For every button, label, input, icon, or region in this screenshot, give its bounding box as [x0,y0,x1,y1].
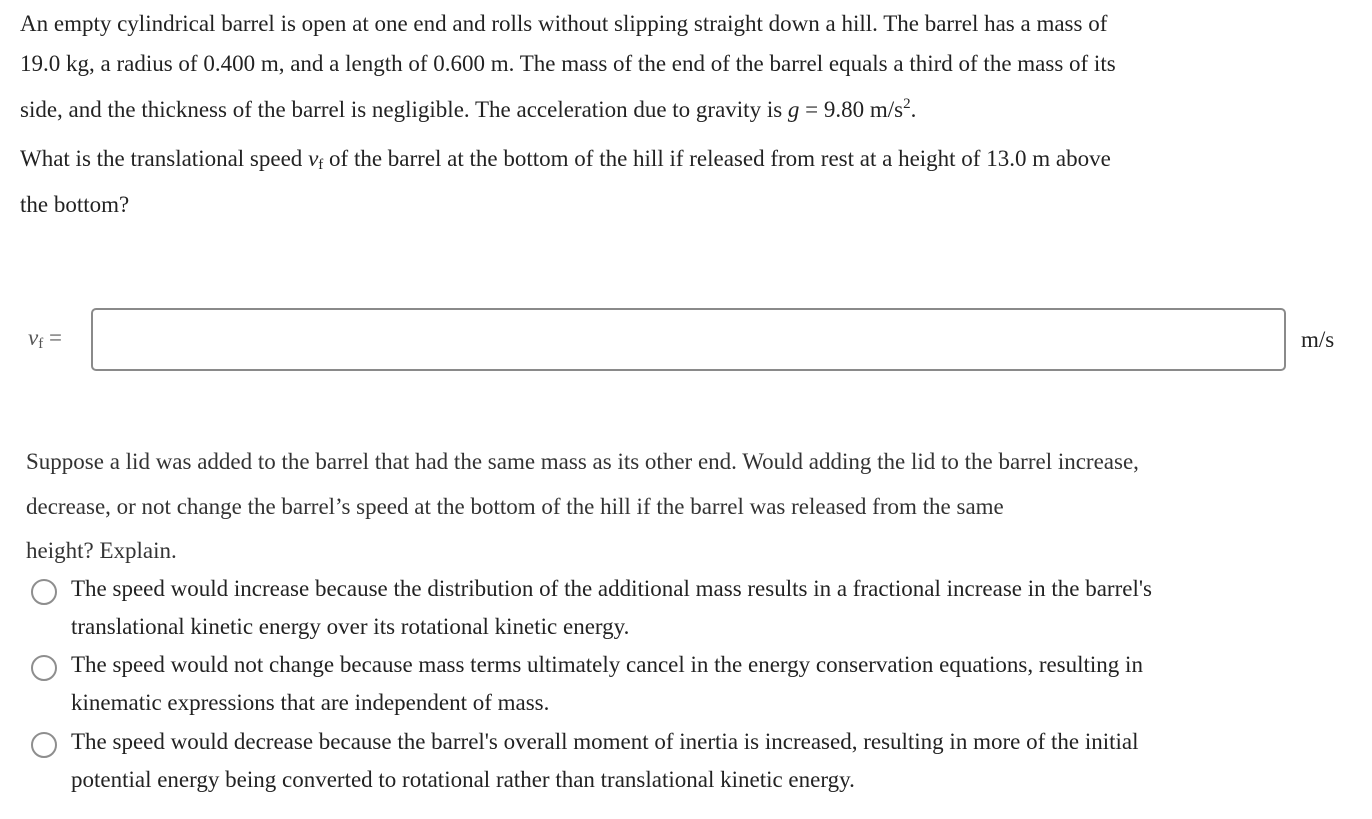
gravity-value: = 9.80 m/s [799,97,904,122]
prompt-text: What is the translational speed [20,146,309,171]
radio-button[interactable] [31,579,57,605]
speed-subscript: f [318,157,324,173]
option-line: The speed would increase because the distribution of the additional mass results in a fractional increase in the barrel's [71,576,1152,601]
answer-label-subscript: f [38,336,44,352]
option-text [71,723,1356,799]
problem-line: 19.0 kg, a radius of 0.400 m, and a length of 0.600 m. The mass of the end of the barrel equals a third of the mass of its [20,51,1116,76]
radio-button[interactable] [31,732,57,758]
problem-statement [20,4,1350,130]
followup-line: decrease, or not change the barrel’s speed at the bottom of the hill if the barrel was released from the same [26,493,1004,519]
radio-button[interactable] [31,655,57,681]
prompt-text: of the barrel at the bottom of the hill if released from rest at a height of 13.0 m above [323,146,1111,171]
followup-question [26,440,1346,574]
problem-line: An empty cylindrical barrel is open at one end and rolls without slipping straight down a hill. The barrel has a mass of [20,11,1108,36]
option-line: translational kinetic energy over its rotational kinetic energy. [71,614,630,639]
answer-row [0,306,1372,372]
followup-line: Suppose a lid was added to the barrel that had the same mass as its other end. Would adding the lid to the barrel increase, [26,449,1139,474]
option-text [71,570,1356,646]
gravity-symbol: g [787,97,800,122]
answer-label-symbol: v [28,325,39,350]
prompt-text: the bottom? [20,192,130,217]
speed-answer-input[interactable] [91,308,1286,371]
option-line: The speed would decrease because the barrel's overall moment of inertia is increased, resulting in more of the initial [71,729,1139,754]
problem-line: side, and the thickness of the barrel is negligible. The acceleration due to gravity is [20,97,788,122]
gravity-end: . [910,97,917,122]
answer-unit: m/s [1301,327,1335,352]
answer-label [28,325,62,353]
answer-label-equals: = [43,325,62,350]
question-prompt [20,139,1350,225]
speed-symbol: v [308,146,319,171]
option-line: The speed would not change because mass terms ultimately cancel in the energy conservation equations, resulting in [71,652,1143,677]
option-line: potential energy being converted to rotational rather than translational kinetic energy. [71,767,855,792]
gravity-exponent: 2 [903,96,911,112]
option-text [71,646,1356,722]
option-line: kinematic expressions that are independent of mass. [71,690,550,715]
followup-line: height? Explain. [26,538,177,563]
